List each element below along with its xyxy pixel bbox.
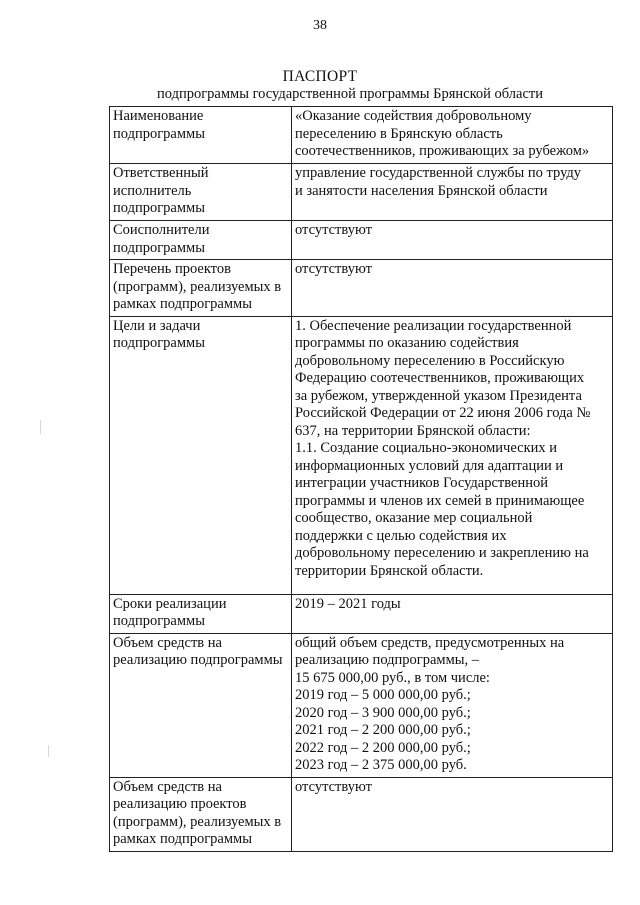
row-label: Сроки реализации подпрограммы	[110, 594, 292, 633]
row-label: Цели и задачи подпрограммы	[110, 316, 292, 594]
page-number: 38	[313, 18, 327, 33]
row-value: отсутствуют	[292, 777, 613, 851]
row-value: 2019 – 2021 годы	[292, 594, 613, 633]
table-row	[110, 316, 613, 594]
row-label: Объем средств на реализацию проектов (программ), реализуемых в рамках подпрограммы	[110, 777, 292, 851]
row-label: Наименование подпрограммы	[110, 107, 292, 164]
row-value: отсутствуют	[292, 260, 613, 317]
row-label: Соисполнители подпрограммы	[110, 221, 292, 260]
table-row	[110, 164, 613, 221]
document-title: ПАСПОРТ	[282, 68, 358, 85]
table-row	[110, 777, 613, 851]
table-row	[110, 221, 613, 260]
table-row	[110, 633, 613, 777]
table-row	[110, 594, 613, 633]
row-label: Ответственный исполнитель подпрограммы	[110, 164, 292, 221]
row-value: 1. Обеспечение реализации государственной программы по оказанию содействия добровольному переселению в Российскую Федерацию соотечественников, проживающих за рубежом, утвержденной указом Президента Российской Федерации от 22 июня 2006 года № 637, на территории Брянской области: 1.1. Создание социально-экономических и информационных условий для адаптации и интеграции участников Государственной программы и членов их семей в принимающее сообщество, оказание мер социальной поддержки с целью содействия их добровольному переселению и закреплению на территории Брянской области.	[292, 316, 613, 594]
row-label: Перечень проектов (программ), реализуемых в рамках подпрограммы	[110, 260, 292, 317]
row-value: общий объем средств, предусмотренных на реализацию подпрограммы, – 15 675 000,00 руб., в том числе: 2019 год – 5 000 000,00 руб.; 2020 год – 3 900 000,00 руб.; 2021 год – 2 200 000,00 руб.; 2022 год – 2 200 000,00 руб.; 2023 год – 2 375 000,00 руб.	[292, 633, 613, 777]
passport-table	[109, 106, 613, 852]
row-label: Объем средств на реализацию подпрограммы	[110, 633, 292, 777]
scan-artifact	[40, 420, 41, 434]
row-value: «Оказание содействия добровольному переселению в Брянскую область соотечественников, проживающих за рубежом»	[292, 107, 613, 164]
row-value: управление государственной службы по труду и занятости населения Брянской области	[292, 164, 613, 221]
table-row	[110, 107, 613, 164]
table-row	[110, 260, 613, 317]
row-value: отсутствуют	[292, 221, 613, 260]
document-subtitle: подпрограммы государственной программы Брянской области	[156, 86, 543, 102]
scan-artifact	[48, 745, 49, 757]
